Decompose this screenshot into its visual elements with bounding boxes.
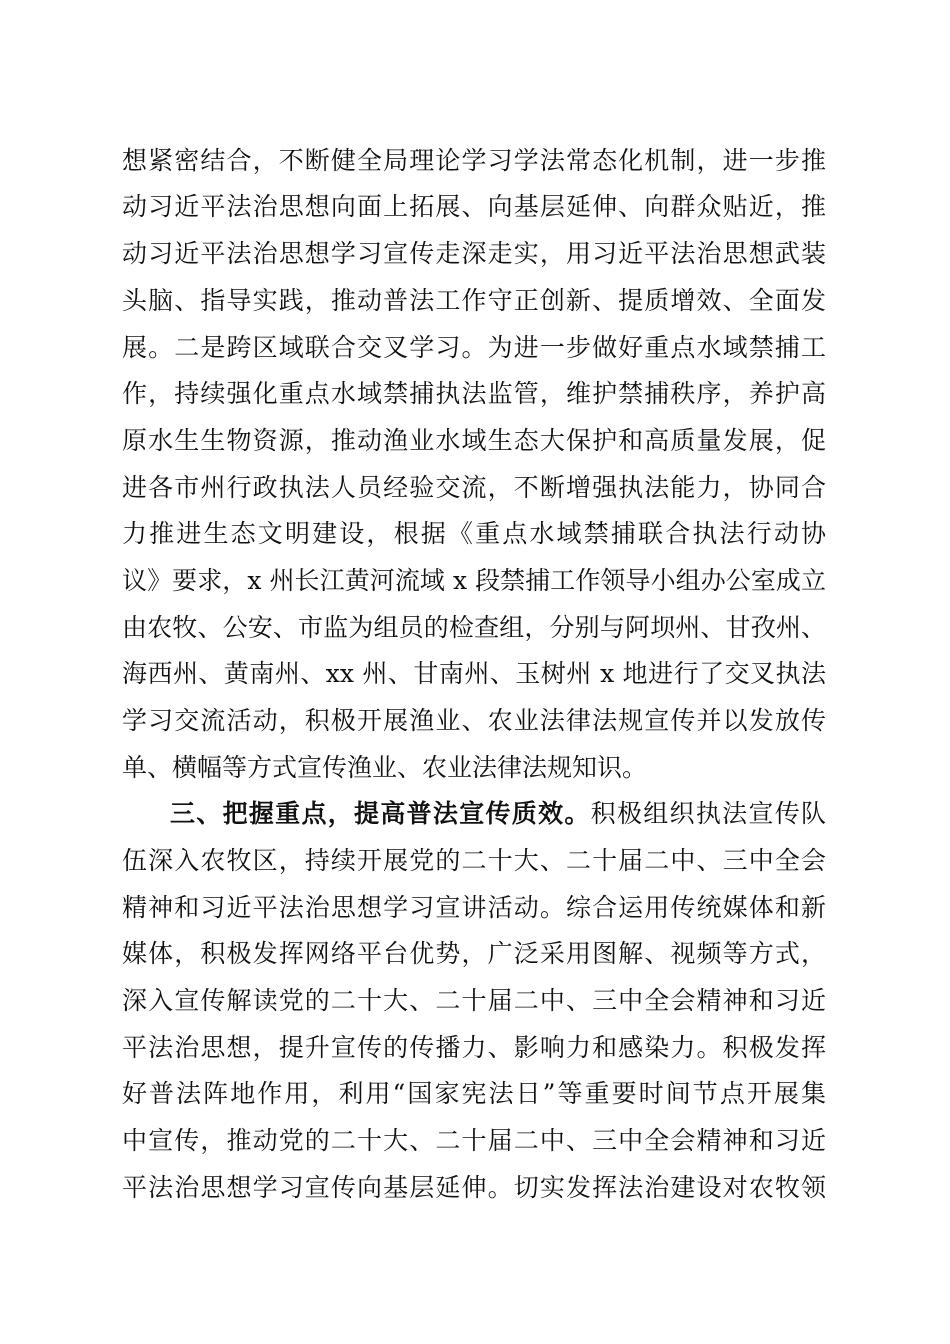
text-line: 精神和习近平法治思想学习宣讲活动。综合运用传统媒体和新 (122, 893, 826, 922)
text-line: 单、横幅等方式宣传渔业、农业法律法规知识。 (122, 753, 648, 782)
text-line: 海西州、黄南州、xx 州、甘南州、玉树州 x 地进行了交叉执法 (122, 659, 826, 688)
text-line: 动习近平法治思想向面上拓展、向基层延伸、向群众贴近，推 (122, 192, 826, 221)
text-line: 伍深入农牧区，持续开展党的二十大、二十届二中、三中全会 (122, 846, 826, 875)
paragraph-first-line (170, 798, 826, 830)
heading-line-rest: 积极组织执法宣传队 (590, 799, 826, 828)
text-line: 中宣传，推动党的二十大、二十届二中、三中全会精神和习近 (122, 1126, 826, 1155)
text-line: 力推进生态文明建设，根据《重点水域禁捕联合执法行动协 (122, 519, 826, 548)
text-line: 由农牧、公安、市监为组员的检查组，分别与阿坝州、甘孜州、 (122, 613, 826, 642)
text-line: 头脑、指导实践，推动普法工作守正创新、提质增效、全面发 (122, 286, 826, 315)
text-line: 进各市州行政执法人员经验交流，不断增强执法能力，协同合 (122, 473, 826, 502)
text-line: 学习交流活动，积极开展渔业、农业法律法规宣传并以发放传 (122, 706, 826, 735)
text-line: 平法治思想学习宣传向基层延伸。切实发挥法治建设对农牧领 (122, 1173, 826, 1202)
text-line: 作，持续强化重点水域禁捕执法监管，维护禁捕秩序，养护高 (122, 379, 826, 408)
section-heading: 三、把握重点，提高普法宣传质效。 (170, 799, 591, 828)
text-line: 媒体，积极发挥网络平台优势，广泛采用图解、视频等方式， (122, 939, 826, 968)
text-line: 平法治思想，提升宣传的传播力、影响力和感染力。积极发挥 (122, 1033, 826, 1062)
text-line: 展。二是跨区域联合交叉学习。为进一步做好重点水域禁捕工 (122, 333, 826, 362)
text-line: 想紧密结合，不断健全局理论学习学法常态化机制，进一步推 (122, 146, 826, 175)
text-line: 动习近平法治思想学习宣传走深走实，用习近平法治思想武装 (122, 239, 826, 268)
text-line: 好普法阵地作用，利用“国家宪法日”等重要时间节点开展集 (122, 1079, 826, 1108)
text-line: 原水生生物资源，推动渔业水域生态大保护和高质量发展，促 (122, 426, 826, 455)
text-line: 议》要求，x 州长江黄河流域 x 段禁捕工作领导小组办公室成立 (122, 566, 826, 595)
text-line: 深入宣传解读党的二十大、二十届二中、三中全会精神和习近 (122, 986, 826, 1015)
